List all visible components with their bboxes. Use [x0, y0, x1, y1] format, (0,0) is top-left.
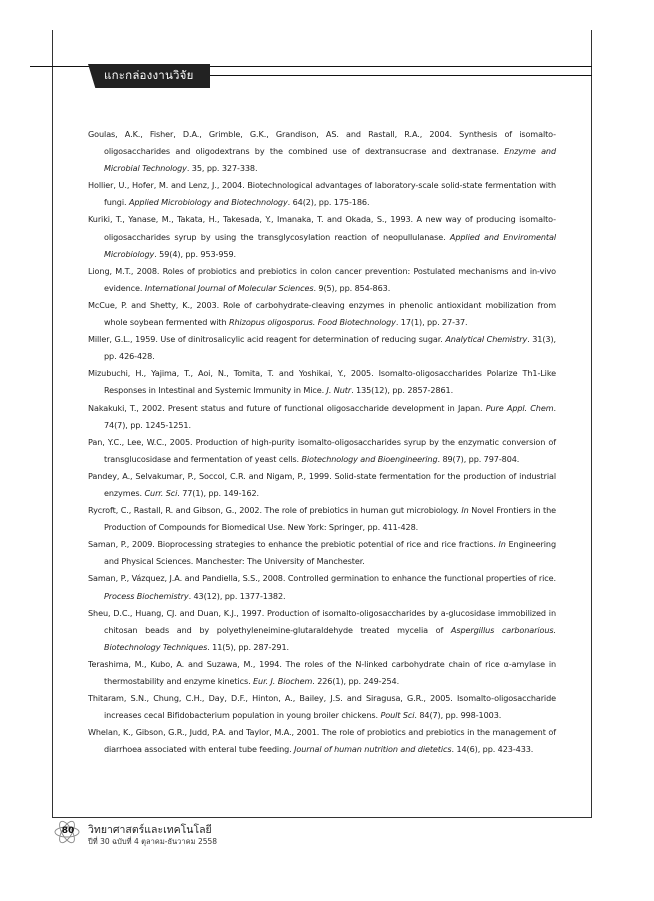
reference-source: Enzyme and Microbial Technology: [104, 146, 556, 174]
reference-item: [88, 605, 556, 656]
reference-details: . 14(6), pp. 423-433.: [451, 744, 534, 755]
reference-text: Terashima, M., Kubo, A. and Suzawa, M., 1994. The roles of the N-linked carbohydrate chain of rice α-amylase in thermostability and enzyme kinetics.: [88, 658, 556, 686]
reference-text: Saman, P., 2009. Bioprocessing strategies to enhance the prebiotic potential of rice and rice fractions.: [88, 539, 499, 550]
reference-text: Nakakuki, T., 2002. Present status and future of functional oligosaccharide development in Japan.: [88, 402, 486, 413]
reference-details: . 84(7), pp. 998-1003.: [414, 710, 502, 721]
journal-title: วิทยาศาสตร์และเทคโนโลยี: [88, 824, 212, 836]
section-tab: [88, 64, 194, 88]
reference-item: [88, 570, 556, 604]
reference-item: [88, 690, 556, 724]
reference-details: . 31(3), pp. 426-428.: [104, 334, 556, 362]
reference-item: [88, 656, 556, 690]
reference-item: [88, 211, 556, 262]
reference-source: Process Biochemistry: [104, 590, 189, 601]
reference-list: [88, 126, 556, 758]
reference-text: Mizubuchi, H., Yajima, T., Aoi, N., Tomita, T. and Yoshikai, Y., 2005. Isomalto-oligosaccharides Polarize Th1-Like Responses in Intestinal and Systemic Immunity in Mice.: [88, 368, 556, 396]
reference-text: Whelan, K., Gibson, G.R., Judd, P.A. and Taylor, M.A., 2001. The role of probiotics and prebiotics in the management of diarrhoea associated with enteral tube feeding.: [88, 727, 556, 755]
section-label: แกะกล่องงานวิจัย: [104, 68, 194, 82]
page-number: 80: [61, 826, 75, 836]
reference-details: . 11(5), pp. 287-291.: [207, 641, 289, 652]
reference-item: [88, 297, 556, 331]
reference-source: Curr. Sci: [144, 487, 178, 498]
reference-source: In: [498, 539, 506, 550]
reference-text: McCue, P. and Shetty, K., 2003. Role of carbohydrate-cleaving enzymes in phenolic antioxidant mobilization from whole soybean fermented with: [88, 299, 556, 328]
reference-source: Biotechnology and Bioengineering: [301, 453, 438, 464]
reference-item: [88, 468, 556, 502]
reference-source: Rhizopus oligosporus. Food Biotechnology: [228, 317, 396, 328]
reference-details: . 226(1), pp. 249-254.: [312, 676, 400, 686]
reference-text: Rycroft, C., Rastall, R. and Gibson, G., 2002. The role of prebiotics in human gut microbiology.: [88, 505, 462, 516]
reference-source: International Journal of Molecular Sciences: [144, 282, 314, 293]
reference-item: [88, 724, 556, 758]
reference-details: . 59(4), pp. 953-959.: [154, 248, 237, 259]
reference-text: Liong, M.T., 2008. Roles of probiotics and prebiotics in colon cancer prevention: Postulated mechanisms and in-vivo evidence.: [88, 265, 556, 293]
reference-details: . 43(12), pp. 1377-1382.: [188, 590, 286, 601]
reference-source: Aspergillus carbonarious. Biotechnology Techniques: [104, 624, 556, 652]
reference-details: Engineering and Physical Sciences. Manchester: The University of Manchester.: [104, 539, 556, 567]
reference-source: In: [461, 505, 469, 516]
reference-details: . 9(5), pp. 854-863.: [313, 282, 391, 293]
reference-text: Goulas, A.K., Fisher, D.A., Grimble, G.K., Grandison, AS. and Rastall, R.A., 2004. Synthesis of isomalto-oligosaccharides and oligodextrans by the combined use of dextransucrase and dextranase.: [88, 129, 556, 157]
reference-text: Hollier, U., Hofer, M. and Lenz, J., 2004. Biotechnological advantages of laboratory-scale solid-state fermentation with fungi.: [88, 180, 556, 208]
reference-item: [88, 177, 556, 211]
reference-source: Poult Sci: [380, 710, 415, 721]
reference-source: Journal of human nutrition and dietetics: [294, 744, 452, 755]
reference-source: Pure Appl. Chem: [485, 402, 554, 413]
reference-text: Kuriki, T., Yanase, M., Takata, H., Takesada, Y., Imanaka, T. and Okada, S., 1993. A new way of producing isomalto-oligosaccharides syrup by using the transglycosylation reaction of neopullulanase.: [88, 214, 556, 242]
reference-text: Thitaram, S.N., Chung, C.H., Day, D.F., Hinton, A., Bailey, J.S. and Siragusa, G.R., 2005. Isomalto-oligosaccharide increases cecal Bifidobacterium population in young broiler chickens.: [88, 693, 556, 721]
reference-source: Analytical Chemistry: [445, 334, 528, 345]
reference-text: Pan, Y.C., Lee, W.C., 2005. Production of high-purity isomalto-oligosaccharides syrup by the enzymatic conversion of transglucosidase and fermentation of yeast cells.: [88, 436, 556, 464]
reference-details: . 135(12), pp. 2857-2861.: [351, 385, 454, 396]
reference-details: . 89(7), pp. 797-804.: [437, 453, 520, 464]
reference-item: [88, 502, 556, 536]
reference-source: Applied and Enviromental Microbiology: [104, 231, 556, 259]
reference-details: . 64(2), pp. 175-186.: [287, 197, 370, 208]
reference-text: Miller, G.L., 1959. Use of dinitrosalicylic acid reagent for determination of reducing sugar.: [88, 334, 446, 345]
reference-text: Pandey, A., Selvakumar, P., Soccol, C.R. and Nigam, P., 1999. Solid-state fermentation for the production of industrial enzymes.: [88, 470, 556, 498]
reference-details: . 77(1), pp. 149-162.: [177, 487, 260, 498]
reference-item: [88, 400, 556, 434]
reference-item: [88, 536, 556, 570]
reference-item: [88, 434, 556, 468]
journal-issue: ปีที่ 30 ฉบับที่ 4 ตุลาคม-ธันวาคม 2558: [88, 837, 218, 846]
reference-text: Sheu, D.C., Huang, CJ. and Duan, K.J., 1997. Production of isomalto-oligosaccharides by a-glucosidase immobilized in chitosan beads and by polyethyleneimine-glutaraldehyde treated mycelia of: [88, 607, 556, 635]
reference-details: Novel Frontiers in the Production of Compounds for Biomedical Use. New York: Springer, pp. 411-428.: [104, 505, 556, 533]
reference-item: [88, 365, 556, 399]
reference-item: [88, 331, 556, 365]
reference-source: Eur. J. Biochem: [253, 676, 313, 686]
reference-item: [88, 263, 556, 297]
header-rule-secondary: [210, 75, 592, 76]
reference-text: Saman, P., Vázquez, J.A. and Pandiella, S.S., 2008. Controlled germination to enhance the functional properties of rice.: [88, 573, 556, 584]
reference-source: J. Nutr: [326, 385, 352, 396]
reference-source: Applied Microbiology and Biotechnology: [128, 197, 288, 208]
reference-details: . 74(7), pp. 1245-1251.: [104, 402, 556, 430]
reference-details: . 35, pp. 327-338.: [186, 163, 258, 174]
reference-details: . 17(1), pp. 27-37.: [395, 317, 468, 328]
reference-item: [88, 126, 556, 177]
